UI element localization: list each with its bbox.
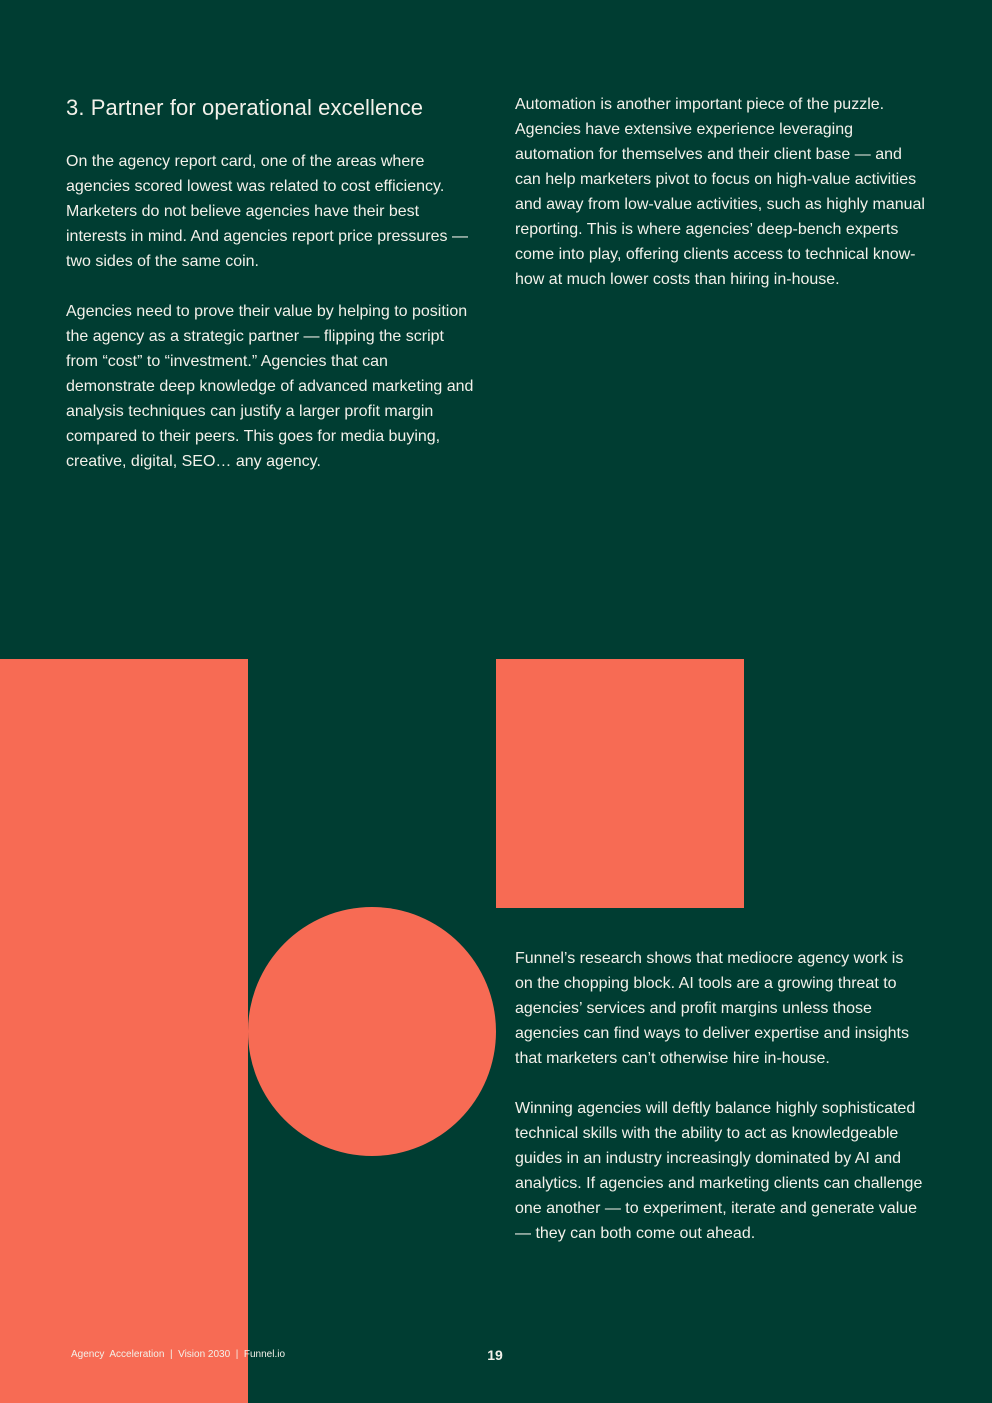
body-paragraph: Winning agencies will deftly balance highly sophisticated technical skills with the ability to act as knowledgeable guides in an industry increasingly dominated by AI and analytics. If agencies and marketing clients can challenge one another — to experiment, iterate and generate value — they can both come out ahead. [515,1100,923,1242]
left-text-column [66,94,476,499]
decorative-orange-square [496,659,744,908]
decorative-orange-circle [248,907,496,1156]
body-paragraph: Agencies need to prove their value by helping to position the agency as a strategic partner — flipping the script from “cost” to “investment.” Agencies that can demonstrate deep knowledge of advanced marketing and analysis techniques can justify a larger profit margin compared to their peers. This goes for media buying, creative, digital, SEO… any agency. [66,303,474,470]
decorative-orange-rectangle [0,659,248,1403]
right-text-column-top [515,92,925,317]
page-number: 19 [487,1347,503,1363]
footer-text: Agency Acceleration | Vision 2030 | Funnel.io [71,1349,286,1360]
body-paragraph: On the agency report card, one of the areas where agencies scored lowest was related to cost efficiency. Marketers do not believe agencies have their best interests in mind. And agencies report price pressures — two sides of the same coin. [66,153,468,270]
body-paragraph: Funnel’s research shows that mediocre agency work is on the chopping block. AI tools are a growing threat to agencies’ services and profit margins unless those agencies can find ways to deliver expertise and insights that marketers can’t otherwise hire in-house. [515,950,909,1067]
section-heading: 3. Partner for operational excellence [66,95,424,120]
right-text-column-bottom [515,946,925,1271]
body-paragraph: Automation is another important piece of the puzzle. Agencies have extensive experience leveraging automation for themselves and their client base — and can help marketers pivot to focus on high-value activities and away from low-value activities, such as highly manual reporting. This is where agencies’ deep-bench experts come into play, offering clients access to technical know-how at much lower costs than hiring in-house. [515,96,925,288]
